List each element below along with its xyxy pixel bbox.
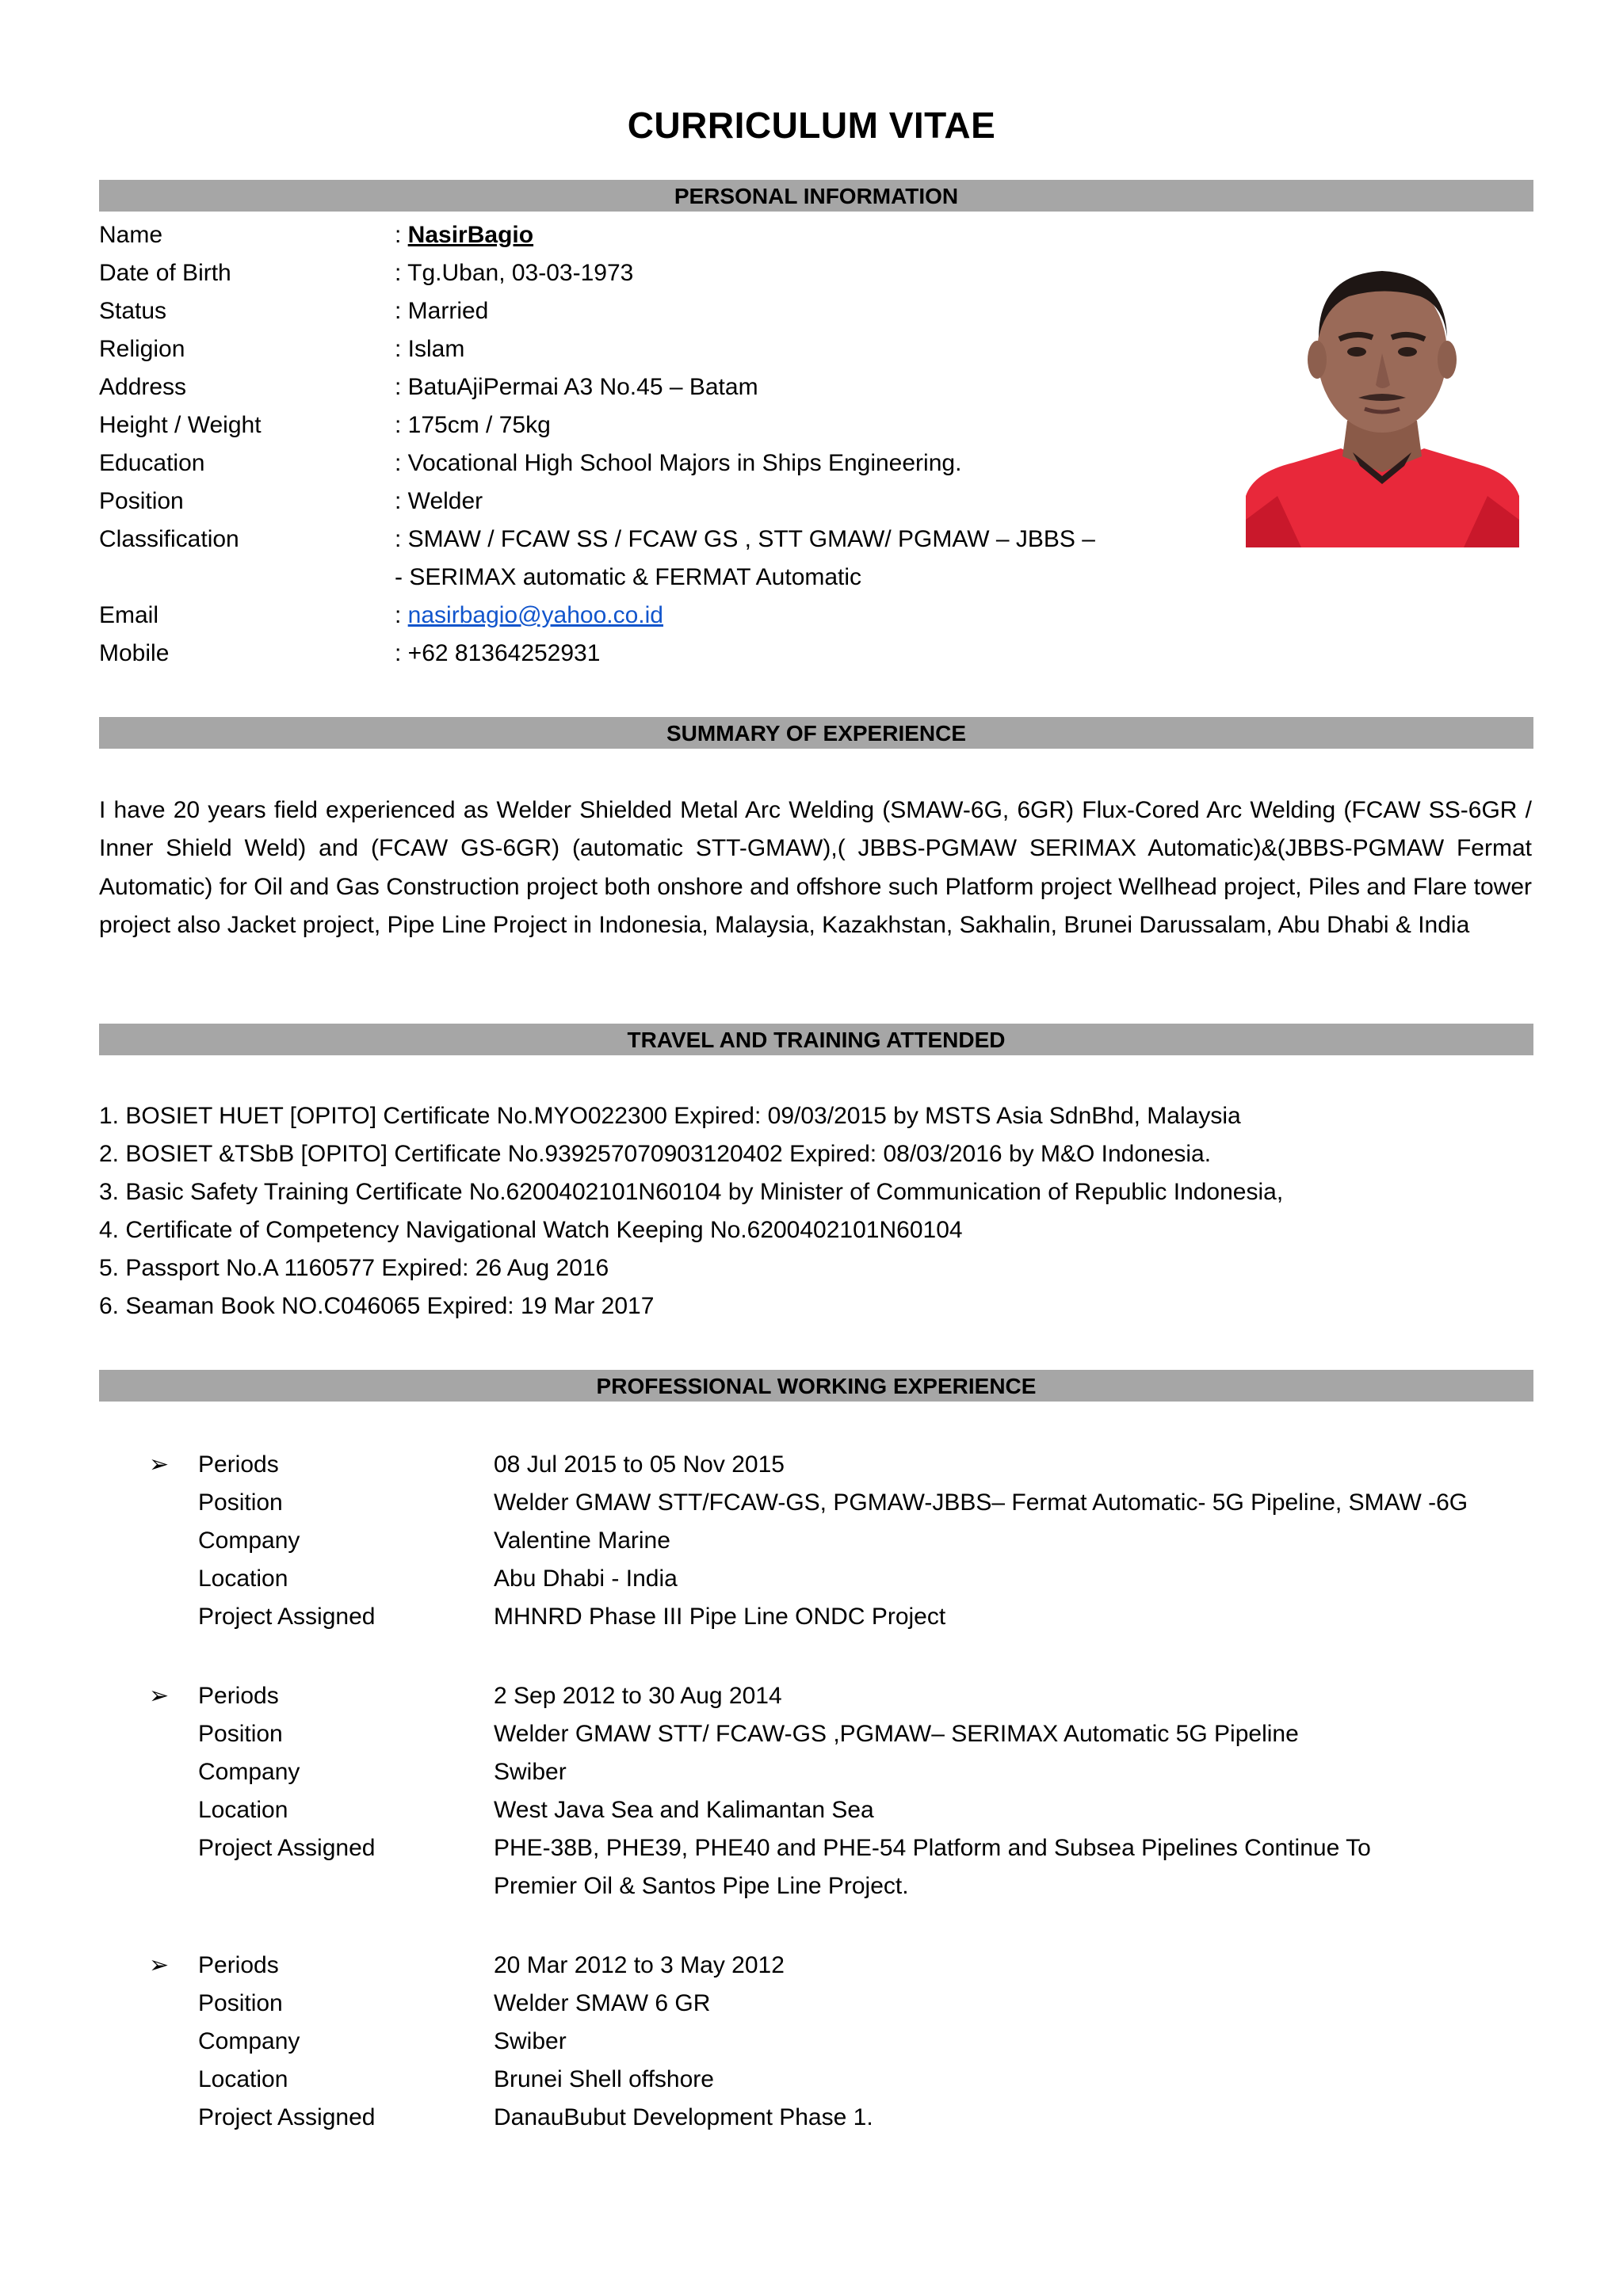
project-value: MHNRD Phase III Pipe Line ONDC Project xyxy=(494,1604,946,1630)
periods-label: Periods xyxy=(198,1952,279,1978)
project-label: Project Assigned xyxy=(198,1604,376,1630)
periods-label: Periods xyxy=(198,1683,279,1709)
name-colon: : xyxy=(395,222,408,248)
education-label: Education xyxy=(99,450,205,476)
project-value: DanauBubut Development Phase 1. xyxy=(494,2104,873,2130)
training-item: 1. BOSIET HUET [OPITO] Certificate No.MYO022300 Expired: 09/03/2015 by MSTS Asia SdnBhd, Malaysia xyxy=(99,1103,1241,1129)
company-value: Swiber xyxy=(494,2028,567,2054)
classification-label: Classification xyxy=(99,526,239,552)
position-value: Welder GMAW STT/FCAW-GS, PGMAW-JBBS– Fermat Automatic- 5G Pipeline, SMAW -6G xyxy=(494,1489,1468,1516)
section-header-summary-of-experience: SUMMARY OF EXPERIENCE xyxy=(99,717,1533,749)
email-colon: : xyxy=(395,602,408,628)
address-value: : BatuAjiPermai A3 No.45 – Batam xyxy=(395,374,758,400)
position-label: Position xyxy=(99,488,184,514)
location-label: Location xyxy=(198,1566,288,1592)
periods-label: Periods xyxy=(198,1451,279,1478)
document-title: CURRICULUM VITAE xyxy=(627,105,996,146)
address-label: Address xyxy=(99,374,187,400)
dob-value: : Tg.Uban, 03-03-1973 xyxy=(395,260,634,286)
portrait-photo-icon xyxy=(1246,258,1519,547)
arrow-bullet-icon: ➢ xyxy=(149,1683,170,1709)
position-value: Welder SMAW 6 GR xyxy=(494,1990,711,2016)
height-weight-value: : 175cm / 75kg xyxy=(395,412,551,438)
position-label: Position xyxy=(198,1489,283,1516)
project-label: Project Assigned xyxy=(198,1835,376,1861)
name-text: NasirBagio xyxy=(407,222,534,248)
training-item: 6. Seaman Book NO.C046065 Expired: 19 Mar 2017 xyxy=(99,1293,655,1319)
classification-value: : SMAW / FCAW SS / FCAW GS , STT GMAW/ PGMAW – JBBS – xyxy=(395,526,1095,552)
status-value: : Married xyxy=(395,298,489,324)
position-label: Position xyxy=(198,1990,283,2016)
email-link[interactable]: nasirbagio@yahoo.co.id xyxy=(407,602,663,628)
position-value: Welder GMAW STT/ FCAW-GS ,PGMAW– SERIMAX Automatic 5G Pipeline xyxy=(494,1721,1299,1747)
status-label: Status xyxy=(99,298,167,324)
classification-value-line2: - SERIMAX automatic & FERMAT Automatic xyxy=(395,564,862,590)
religion-value: : Islam xyxy=(395,336,465,362)
position-value: : Welder xyxy=(395,488,483,514)
company-label: Company xyxy=(198,1759,300,1785)
email-value xyxy=(395,597,663,635)
religion-label: Religion xyxy=(99,336,185,362)
periods-value: 2 Sep 2012 to 30 Aug 2014 xyxy=(494,1683,782,1709)
position-label: Position xyxy=(198,1721,283,1747)
summary-paragraph: I have 20 years field experienced as Welder Shielded Metal Arc Welding (SMAW-6G, 6GR) Flux-Cored Arc Welding (FCAW SS-6GR / Inner Shield Weld) and (FCAW GS-6GR) (automatic STT-GMAW),( JBBS-PGMAW SERIMAX Automatic)&(JBBS-PGMAW Fermat Automatic) for Oil and Gas Construction project both onshore and offshore such Platform project Wellhead project, Piles and Flare tower project also Jacket project, Pipe Line Project in Indonesia, Malaysia, Kazakhstan, Sakhalin, Brunei Darussalam, Abu Dhabi & India xyxy=(99,797,1532,939)
education-value: : Vocational High School Majors in Ships Engineering. xyxy=(395,450,962,476)
arrow-bullet-icon: ➢ xyxy=(149,1451,170,1478)
location-label: Location xyxy=(198,1797,288,1823)
section-header-personal-information: PERSONAL INFORMATION xyxy=(99,180,1533,212)
name-value xyxy=(395,216,533,254)
section-header-travel-and-training: TRAVEL AND TRAINING ATTENDED xyxy=(99,1024,1533,1055)
periods-value: 20 Mar 2012 to 3 May 2012 xyxy=(494,1952,785,1978)
location-label: Location xyxy=(198,2066,288,2092)
training-item: 2. BOSIET &TSbB [OPITO] Certificate No.939257070903120402 Expired: 08/03/2016 by M&O Indonesia. xyxy=(99,1141,1212,1167)
mobile-label: Mobile xyxy=(99,640,170,666)
company-value: Valentine Marine xyxy=(494,1527,670,1554)
company-label: Company xyxy=(198,1527,300,1554)
training-item: 4. Certificate of Competency Navigational Watch Keeping No.6200402101N60104 xyxy=(99,1217,963,1243)
arrow-bullet-icon: ➢ xyxy=(149,1952,170,1978)
project-value-line2: Premier Oil & Santos Pipe Line Project. xyxy=(494,1873,909,1899)
section-header-professional-working-experience: PROFESSIONAL WORKING EXPERIENCE xyxy=(99,1370,1533,1402)
name-label: Name xyxy=(99,222,163,248)
dob-label: Date of Birth xyxy=(99,260,231,286)
training-item: 3. Basic Safety Training Certificate No.6200402101N60104 by Minister of Communication of Republic Indonesia, xyxy=(99,1179,1284,1205)
location-value: West Java Sea and Kalimantan Sea xyxy=(494,1797,874,1823)
company-value: Swiber xyxy=(494,1759,567,1785)
project-label: Project Assigned xyxy=(198,2104,376,2130)
location-value: Brunei Shell offshore xyxy=(494,2066,714,2092)
periods-value: 08 Jul 2015 to 05 Nov 2015 xyxy=(494,1451,785,1478)
height-weight-label: Height / Weight xyxy=(99,412,262,438)
mobile-value: : +62 81364252931 xyxy=(395,640,601,666)
email-label: Email xyxy=(99,602,159,628)
training-item: 5. Passport No.A 1160577 Expired: 26 Aug 2016 xyxy=(99,1255,609,1281)
project-value: PHE-38B, PHE39, PHE40 and PHE-54 Platform and Subsea Pipelines Continue To xyxy=(494,1835,1371,1861)
location-value: Abu Dhabi - India xyxy=(494,1566,678,1592)
company-label: Company xyxy=(198,2028,300,2054)
